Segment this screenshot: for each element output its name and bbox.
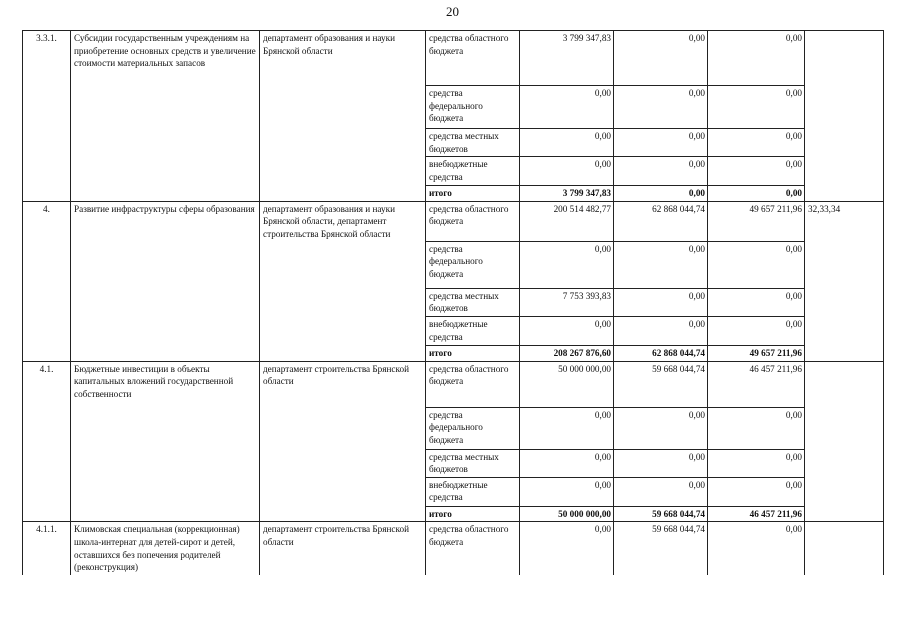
amount-cell: 0,00 (520, 86, 614, 129)
funding-source-cell: средства федерального бюджета (426, 407, 520, 449)
funding-source-cell: итого (426, 506, 520, 522)
amount-cell: 0,00 (708, 522, 805, 575)
amount-cell: 0,00 (614, 186, 708, 202)
table-row (23, 361, 884, 407)
table-row (23, 31, 884, 86)
amount-cell: 0,00 (708, 407, 805, 449)
amount-cell: 0,00 (614, 31, 708, 86)
amount-cell: 0,00 (708, 449, 805, 477)
amount-cell: 0,00 (614, 129, 708, 157)
funding-source-cell: средства федерального бюджета (426, 86, 520, 129)
funding-source-cell: итого (426, 345, 520, 361)
amount-cell: 49 657 211,96 (708, 201, 805, 241)
amount-cell: 0,00 (614, 86, 708, 129)
amount-cell: 0,00 (708, 31, 805, 86)
amount-cell: 3 799 347,83 (520, 31, 614, 86)
amount-cell: 59 668 044,74 (614, 506, 708, 522)
amount-cell: 0,00 (708, 186, 805, 202)
amount-cell: 0,00 (614, 316, 708, 345)
indicator-ref-cell (805, 522, 884, 575)
executor-cell: департамент строительства Брянской области (260, 361, 426, 522)
amount-cell: 0,00 (614, 477, 708, 506)
amount-cell: 208 267 876,60 (520, 345, 614, 361)
indicator-ref-cell: 32,33,34 (805, 201, 884, 361)
amount-cell: 0,00 (614, 241, 708, 288)
funding-source-cell: внебюджетные средства (426, 157, 520, 186)
executor-cell: департамент строительства Брянской области (260, 522, 426, 575)
amount-cell: 0,00 (708, 316, 805, 345)
funding-source-cell: средства областного бюджета (426, 361, 520, 407)
amount-cell: 0,00 (708, 477, 805, 506)
amount-cell: 62 868 044,74 (614, 345, 708, 361)
executor-cell: департамент образования и науки Брянской области, департамент строительства Брянской области (260, 201, 426, 361)
amount-cell: 59 668 044,74 (614, 522, 708, 575)
executor-cell: департамент образования и науки Брянской области (260, 31, 426, 202)
item-number-cell: 4. (23, 201, 71, 361)
item-number-cell: 4.1.1. (23, 522, 71, 575)
amount-cell: 0,00 (614, 157, 708, 186)
indicator-ref-cell (805, 31, 884, 202)
funding-source-cell: средства местных бюджетов (426, 449, 520, 477)
funding-source-cell: средства местных бюджетов (426, 129, 520, 157)
funding-source-cell: средства областного бюджета (426, 522, 520, 575)
measure-name-cell: Климовская специальная (коррекционная) школа-интернат для детей-сирот и детей, оставшихся без попечения родителей (реконструкция) (71, 522, 260, 575)
amount-cell: 50 000 000,00 (520, 506, 614, 522)
amount-cell: 46 457 211,96 (708, 361, 805, 407)
amount-cell: 49 657 211,96 (708, 345, 805, 361)
amount-cell: 0,00 (614, 449, 708, 477)
amount-cell: 0,00 (614, 288, 708, 316)
amount-cell: 0,00 (708, 86, 805, 129)
amount-cell: 0,00 (708, 241, 805, 288)
item-number-cell: 4.1. (23, 361, 71, 522)
amount-cell: 0,00 (708, 129, 805, 157)
amount-cell: 0,00 (708, 288, 805, 316)
amount-cell: 0,00 (520, 449, 614, 477)
amount-cell: 200 514 482,77 (520, 201, 614, 241)
indicator-ref-cell (805, 361, 884, 522)
measure-name-cell: Развитие инфраструктуры сферы образования (71, 201, 260, 361)
measure-name-cell: Субсидии государственным учреждениям на приобретение основных средств и увеличение стоимости материальных запасов (71, 31, 260, 202)
measure-name-cell: Бюджетные инвестиции в объекты капитальных вложений государственной собственности (71, 361, 260, 522)
amount-cell: 62 868 044,74 (614, 201, 708, 241)
budget-table (22, 30, 884, 575)
amount-cell: 0,00 (708, 157, 805, 186)
funding-source-cell: средства федерального бюджета (426, 241, 520, 288)
amount-cell: 46 457 211,96 (708, 506, 805, 522)
page-number: 20 (446, 4, 459, 19)
funding-source-cell: внебюджетные средства (426, 477, 520, 506)
amount-cell: 0,00 (520, 129, 614, 157)
funding-source-cell: средства областного бюджета (426, 201, 520, 241)
amount-cell: 3 799 347,83 (520, 186, 614, 202)
amount-cell: 59 668 044,74 (614, 361, 708, 407)
amount-cell: 0,00 (614, 407, 708, 449)
funding-source-cell: итого (426, 186, 520, 202)
amount-cell: 0,00 (520, 407, 614, 449)
table-row (23, 522, 884, 575)
amount-cell: 0,00 (520, 316, 614, 345)
amount-cell: 0,00 (520, 522, 614, 575)
amount-cell: 0,00 (520, 477, 614, 506)
item-number-cell: 3.3.1. (23, 31, 71, 202)
table-row (23, 201, 884, 241)
funding-source-cell: средства областного бюджета (426, 31, 520, 86)
amount-cell: 0,00 (520, 157, 614, 186)
amount-cell: 7 753 393,83 (520, 288, 614, 316)
funding-source-cell: средства местных бюджетов (426, 288, 520, 316)
funding-source-cell: внебюджетные средства (426, 316, 520, 345)
amount-cell: 0,00 (520, 241, 614, 288)
amount-cell: 50 000 000,00 (520, 361, 614, 407)
